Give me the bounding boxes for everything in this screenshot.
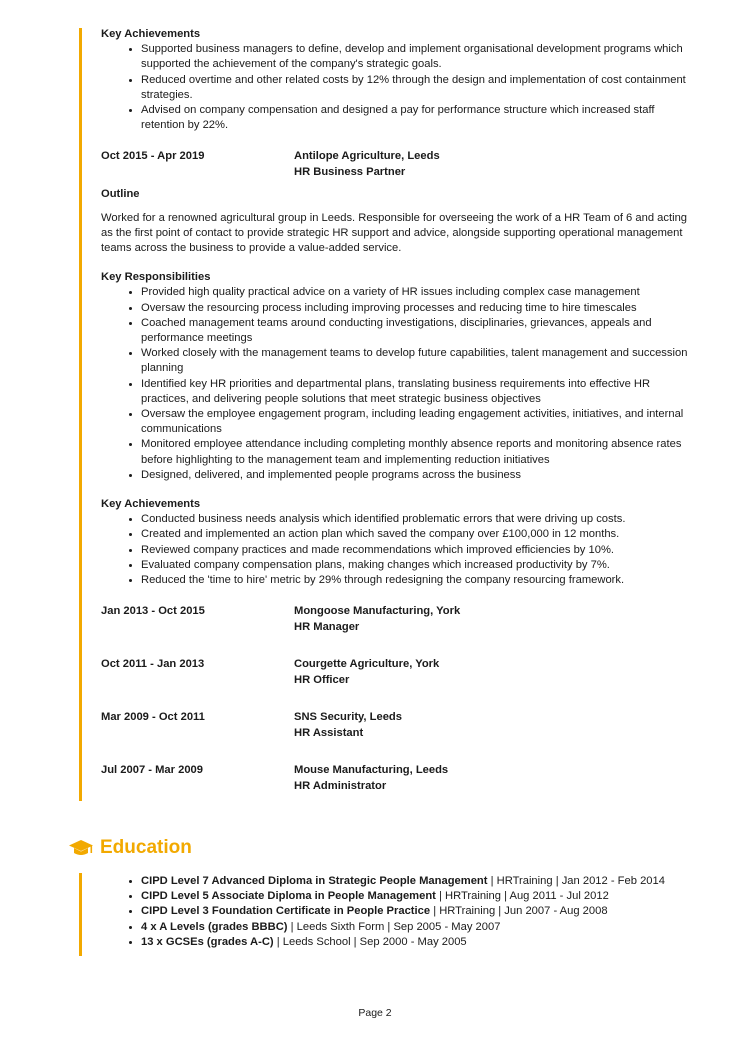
education-list bbox=[101, 874, 691, 950]
list-item: • Provided high quality practical advice on a variety of HR issues including complex case management bbox=[141, 285, 691, 300]
list-item: • Created and implemented an action plan which saved the company over £100,000 in 12 months. bbox=[141, 527, 691, 542]
key-achievements-list bbox=[101, 42, 691, 133]
list-item: • Oversaw the employee engagement program, including leading engagement activities, initiatives, and internal communications bbox=[141, 407, 691, 437]
list-item: • Conducted business needs analysis which identified problematic errors that were driving up costs. bbox=[141, 512, 691, 527]
list-item: • Designed, delivered, and implemented people programs across the business bbox=[141, 468, 691, 483]
job-title: HR Administrator bbox=[294, 779, 387, 792]
outline-heading: Outline bbox=[101, 188, 140, 201]
job-dates: Oct 2015 - Apr 2019 bbox=[101, 150, 205, 163]
experience-section bbox=[101, 27, 691, 795]
education-heading: Education bbox=[68, 836, 192, 860]
outline-text: Worked for a renowned agricultural group in Leeds. Responsible for overseeing the work of a HR Team of 6 and acting as the first point of contact to provide strategic HR support and advice, alongside supporting operational management teams across the business to provide a value-added service. bbox=[101, 211, 688, 255]
job-entry bbox=[101, 149, 691, 187]
job-company: Mongoose Manufacturing, York HR Manager bbox=[294, 605, 461, 633]
job-company: Mouse Manufacturing, Leeds HR Administrator bbox=[294, 764, 449, 792]
job-dates: Oct 2011 - Jan 2013 bbox=[101, 658, 205, 671]
education-item: • CIPD Level 5 Associate Diploma in People Management | HRTraining | Aug 2011 - Jul 2012 bbox=[141, 889, 691, 904]
job-dates: Jan 2013 - Oct 2015 bbox=[101, 605, 205, 618]
list-item: • Reduced overtime and other related costs by 12% through the design and implementation of cost containment strategies. bbox=[141, 73, 691, 103]
list-item: • Monitored employee attendance including completing monthly absence reports and monitoring absence rates before highlighting to the management team and implementing reduction initiatives bbox=[141, 437, 691, 467]
list-item: • Supported business managers to define, develop and implement organisational development programs which supported the achievement of the company's strategic goals. bbox=[141, 42, 691, 72]
job-entry bbox=[101, 657, 691, 710]
job-dates: Mar 2009 - Oct 2011 bbox=[101, 711, 205, 724]
job-entry bbox=[101, 763, 691, 795]
list-item: • Reduced the 'time to hire' metric by 29% through redesigning the company resourcing framework. bbox=[141, 573, 691, 588]
job-entry bbox=[101, 710, 691, 763]
list-item: • Reviewed company practices and made recommendations which improved efficiencies by 10%. bbox=[141, 543, 691, 558]
experience-accent-bar bbox=[79, 28, 82, 801]
achievements-heading: Key Achievements bbox=[101, 498, 201, 511]
responsibilities-heading: Key Responsibilities bbox=[101, 271, 211, 284]
education-item: • 13 x GCSEs (grades A-C) | Leeds School | Sep 2000 - May 2005 bbox=[141, 935, 691, 950]
list-item: • Coached management teams around conducting investigations, disciplinaries, grievances, appeals and performance meetings bbox=[141, 316, 691, 346]
key-achievements-heading: Key Achievements bbox=[101, 28, 201, 40]
education-accent-bar bbox=[79, 873, 82, 956]
job-title: HR Business Partner bbox=[294, 165, 406, 178]
job-entry bbox=[101, 604, 691, 657]
job-title: HR Officer bbox=[294, 673, 350, 686]
job-company: Courgette Agriculture, York HR Officer bbox=[294, 658, 440, 686]
job-company: Antilope Agriculture, Leeds HR Business Partner bbox=[294, 150, 440, 178]
achievements-list bbox=[101, 512, 691, 588]
education-item: • CIPD Level 7 Advanced Diploma in Strategic People Management | HRTraining | Jan 2012 - Feb 2014 bbox=[141, 874, 691, 889]
job-title: HR Manager bbox=[294, 620, 360, 633]
graduation-cap-icon bbox=[68, 838, 94, 858]
job-dates: Jul 2007 - Mar 2009 bbox=[101, 764, 203, 777]
education-item: • 4 x A Levels (grades BBBC) | Leeds Sixth Form | Sep 2005 - May 2007 bbox=[141, 920, 691, 935]
list-item: • Advised on company compensation and designed a pay for performance structure which increased staff retention by 22%. bbox=[141, 103, 691, 133]
list-item: • Identified key HR priorities and departmental plans, translating business requirements into effective HR practices, and delivering people solutions that meet strategic business objectives bbox=[141, 377, 691, 407]
list-item: • Oversaw the resourcing process including improving processes and reducing time to hire timescales bbox=[141, 301, 691, 316]
responsibilities-list bbox=[101, 285, 691, 483]
page-number: Page 2 bbox=[358, 1007, 392, 1019]
list-item: • Worked closely with the management teams to develop future capabilities, talent management and succession planning bbox=[141, 346, 691, 376]
education-item: • CIPD Level 3 Foundation Certificate in People Practice | HRTraining | Jun 2007 - Aug 2008 bbox=[141, 904, 691, 919]
list-item: • Evaluated company compensation plans, making changes which increased productivity by 7%. bbox=[141, 558, 691, 573]
job-title: HR Assistant bbox=[294, 726, 364, 739]
job-company: SNS Security, Leeds HR Assistant bbox=[294, 711, 402, 739]
